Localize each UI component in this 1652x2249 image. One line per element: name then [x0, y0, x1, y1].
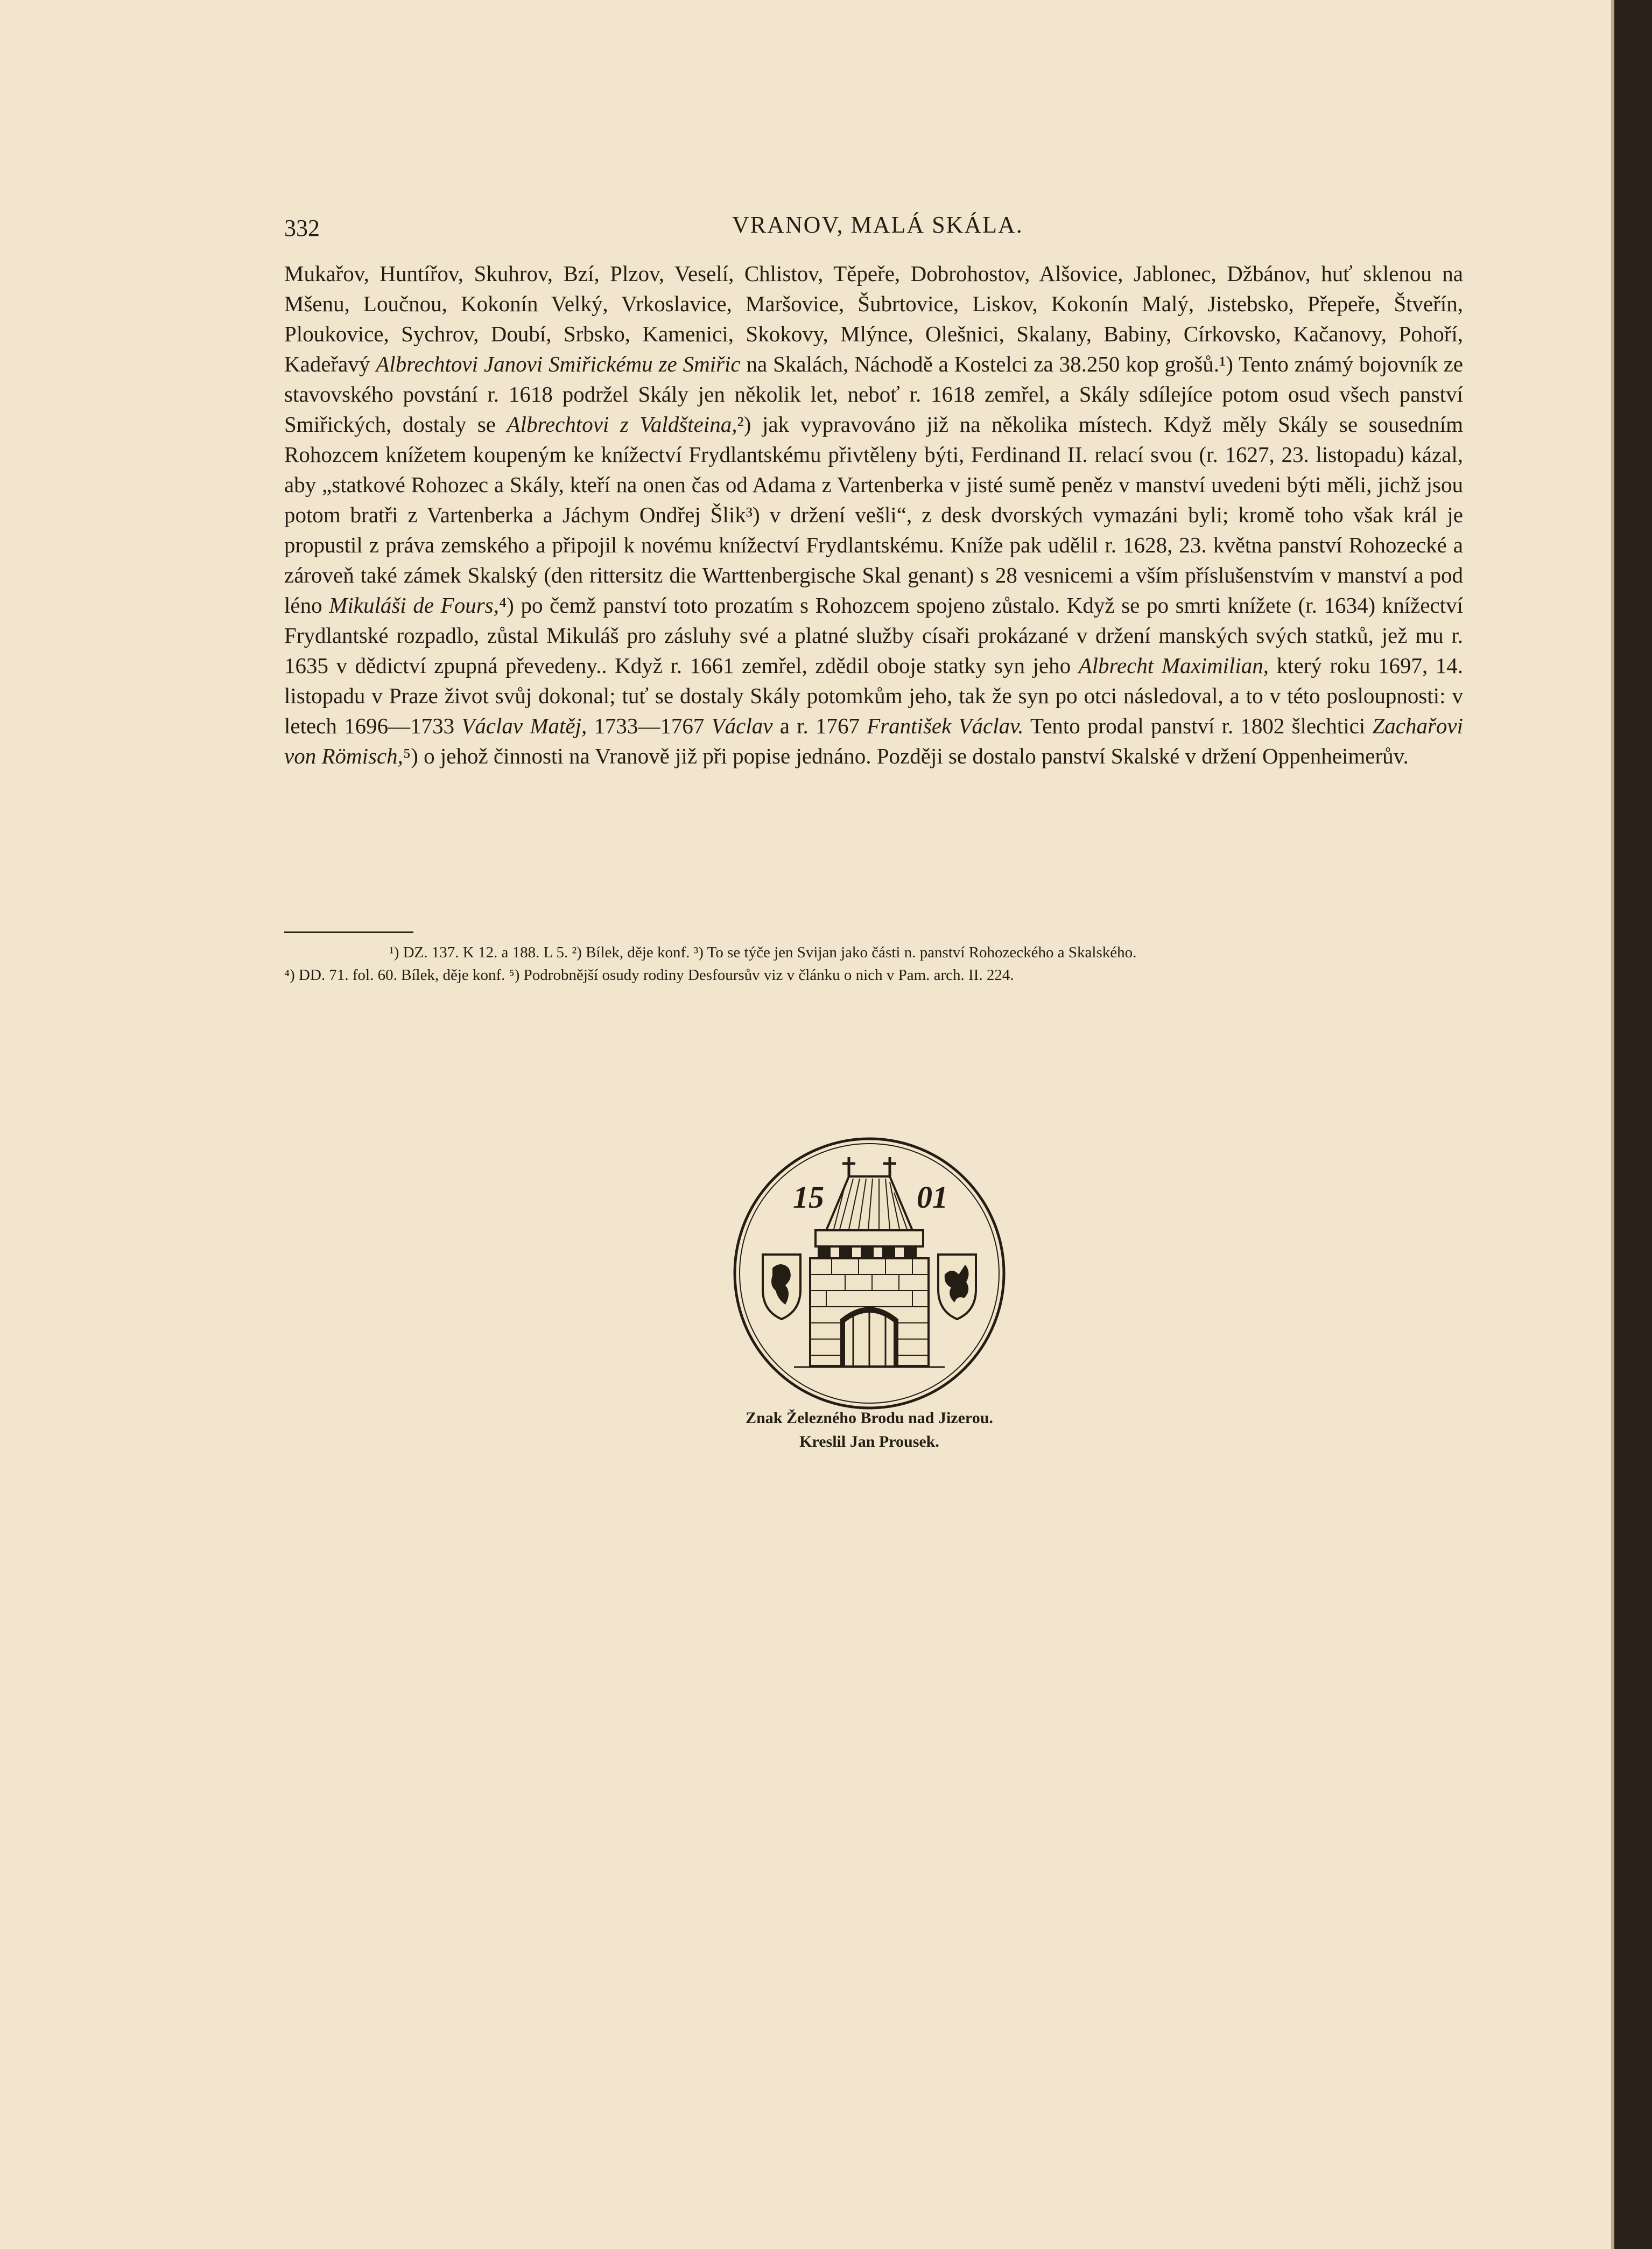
seal-year-right: 01 — [917, 1180, 948, 1215]
italic-name: Václav — [711, 713, 773, 738]
text-run: a r. 1767 — [772, 713, 867, 738]
gate-tower-body — [810, 1258, 929, 1366]
text-run: Mukařov, Huntířov, Skuhrov, Bzí, Plzov, Veselí, Chlistov, Těpeře, Dobrohostov, Alšovice, Jablonec, Džbánov, huť sklenou na Mšenu, Loučnou, Kokonín Velký, Vrkoslavice, Maršovice, Šubrtovice, Liskov, Kokonín Malý, Jistebsko, Přepeře, Štveřín, Ploukovice, Sychrov, Doubí, Srbsko, Kamenici, Skokovy, Mlýnce, Olešnici, Skalany, Babiny, Církovsko, Kačanovy, Pohoří, Kadeřavý — [284, 261, 1463, 376]
italic-name: Albrecht Maximilian, — [1078, 653, 1269, 678]
footnotes — [284, 941, 1463, 986]
running-head: VRANOV, MALÁ SKÁLA. — [732, 212, 1023, 238]
caption-title: Znak Železného Brodu nad Jizerou. — [746, 1409, 993, 1427]
text-run: ⁴) po čemž panství toto prozatím s Rohozcem spojeno zůstalo. Když se po smrti knížete (r. 1634) knížectví Frydlantské rozpadlo, zůstal Mikuláš pro zásluhy své a platné služby císaři prokázané v držení manských svých statků, jež mu r. 1635 v dědictví zpupná převedeny.. Když r. 1661 zemřel, zdědil oboje statky syn jeho — [284, 593, 1463, 678]
text-run: který roku 1697, 14. listopadu v Praze život svůj dokonal; tuť se dostaly Skály potomkům jeho, tak že syn po otci následoval, a to v této posloupnosti: v letech 1696—1733 — [284, 653, 1463, 738]
coat-of-arms-illustration — [729, 1133, 1009, 1413]
footnote-line: ⁴) DD. 71. fol. 60. Bílek, děje konf. ⁵) Podrobnější osudy rodiny Desfoursův viz v článku o nich v Pam. arch. II. 224. — [284, 966, 1014, 984]
text-run: 1733—1767 — [587, 713, 712, 738]
cross-icon — [842, 1157, 896, 1176]
italic-name: Mikuláši de Fours, — [329, 593, 499, 618]
page-number: 332 — [284, 215, 320, 241]
italic-name: Albrechtovi Janovi Smiřickému ze Smiřic — [376, 352, 741, 376]
body-paragraph — [284, 258, 1463, 771]
text-run: ⁵) o jehož činnosti na Vranově již při popise jednáno. Později se dostalo panství Skalské v držení Oppenheimerův. — [403, 744, 1409, 768]
lion-shield-icon — [763, 1255, 800, 1319]
text-run: ²) jak vypravováno již na několika místech. Když měly Skály se sousedním Rohozcem knížetem koupeným ke knížectví Frydlantskému přivtěleny býti, Ferdinand II. relací svou (r. 1627, 23. listopadu) kázal, aby „statkové Rohozec a Skály, kteří na onen čas od Adama z Vartenberka v jisté sumě peněz v manství uvedeni býti měli, jichž jsou potom bratři z Vartenberka a Jáchym Ondřej Šlik³) v držení vešli“, z desk dvorských vymazáni byli; kromě toho však král je propustil z práva zemského a připojil k novému knížectví Frydlantskému. Kníže pak udělil r. 1628, 23. května panství Rohozecké a zároveň také zámek Skalský (den rittersitz die Warttenbergische Skal genant) s 28 vesnicemi a vším příslušenstvím v manství a pod léno — [284, 412, 1463, 618]
text-run: na Skalách, Náchodě a Kostelci za 38.250 kop grošů.¹) Tento známý bojovník ze stavovského povstání r. 1618 podržel Skály jen několik let, neboť r. 1618 zemřel, a Skály sdílejíce potom osud všech panství Smiřických, dostaly se — [284, 352, 1464, 437]
book-spine-edge — [1614, 0, 1652, 2249]
tower-roof — [826, 1176, 912, 1230]
italic-name: Albrechtovi z Valdšteina, — [507, 412, 737, 437]
eagle-shield-icon — [938, 1255, 976, 1319]
footnote-line: ¹) DZ. 137. K 12. a 188. L 5. ²) Bílek, děje konf. ³) To se týče jen Svijan jako části n. panství Rohozeckého a Skalského. — [389, 944, 1137, 961]
figure-caption — [538, 1406, 1200, 1454]
italic-name: Zachařovi von Römisch, — [284, 713, 1464, 768]
footnote-rule — [284, 931, 413, 933]
caption-credit: Kreslil Jan Prousek. — [799, 1433, 939, 1451]
battlements — [816, 1230, 923, 1257]
seal-year-left: 15 — [793, 1180, 824, 1215]
text-run: Tento prodal panství r. 1802 šlechtici — [1023, 713, 1373, 738]
italic-name: Václav Matěj, — [461, 713, 587, 738]
italic-name: František Václav. — [867, 713, 1024, 738]
